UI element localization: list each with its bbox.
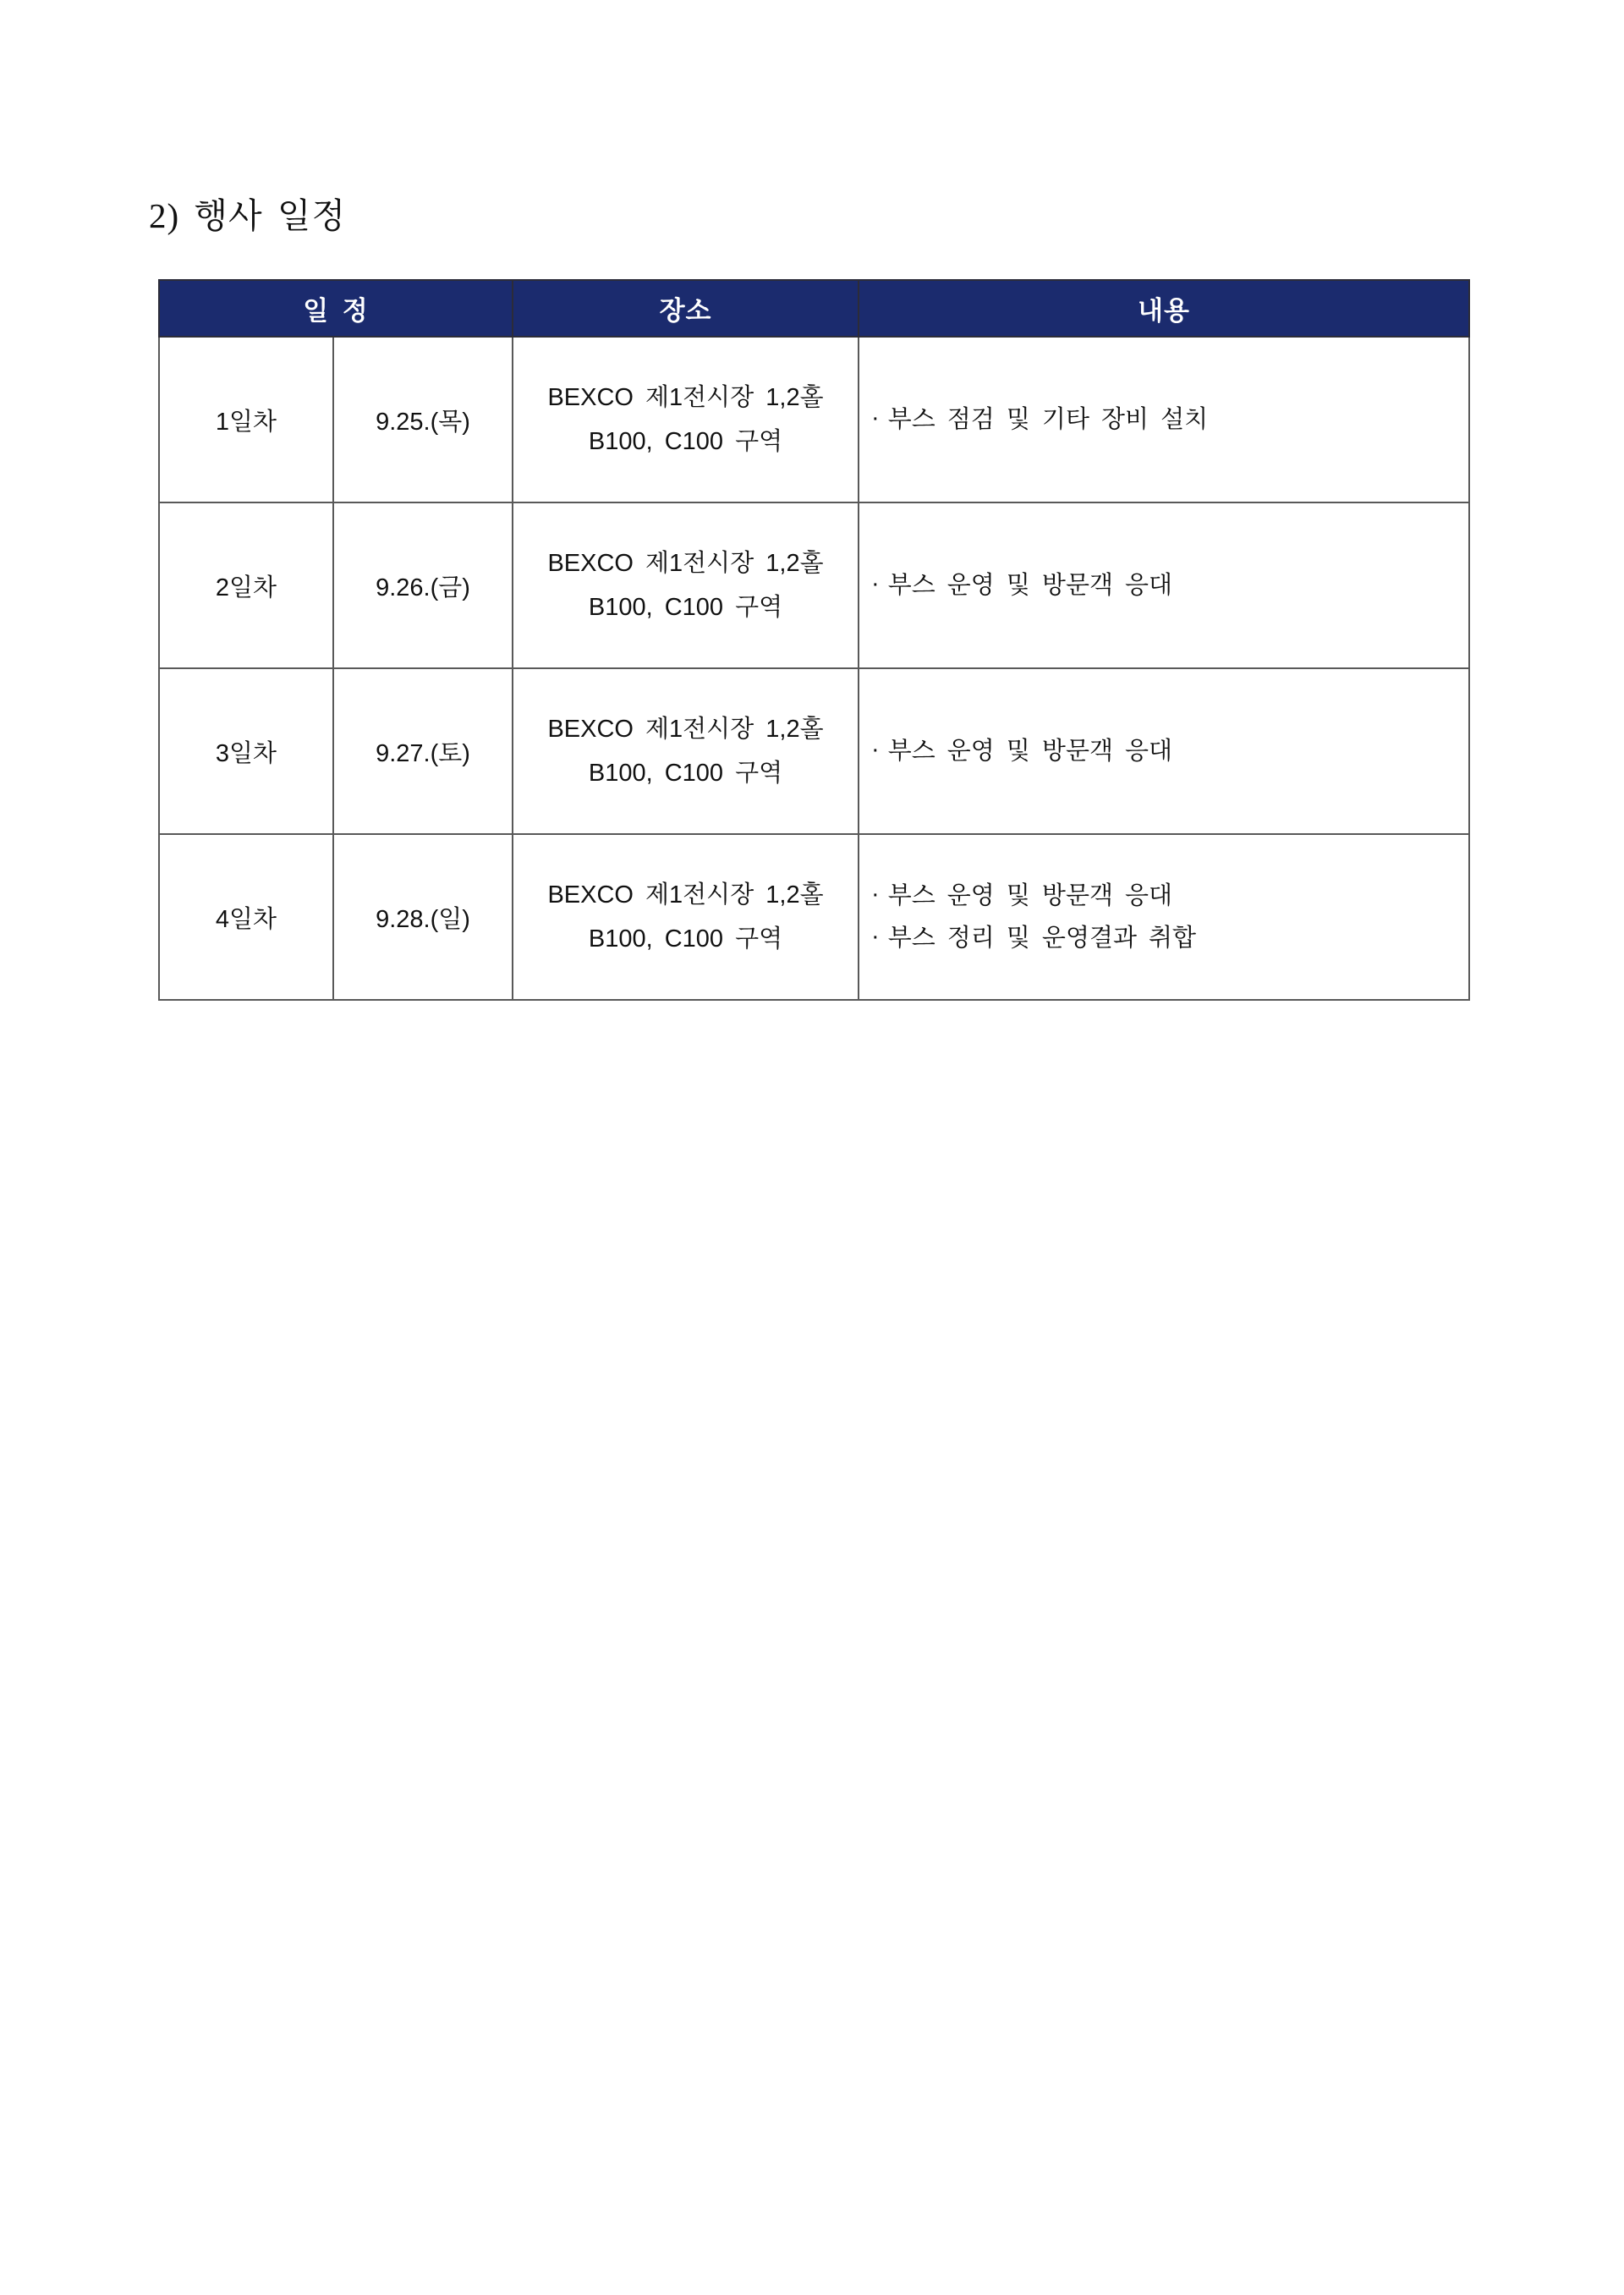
bullet-icon: · bbox=[871, 570, 880, 597]
content-cell bbox=[859, 668, 1469, 834]
content-cell bbox=[859, 502, 1469, 668]
location-line: B100, C100 구역 bbox=[588, 760, 783, 787]
event-schedule-table-wrap bbox=[158, 279, 1470, 1001]
event-schedule-table bbox=[158, 279, 1470, 1001]
content-cell bbox=[859, 337, 1469, 502]
date-cell: 9.25.(목) bbox=[333, 337, 513, 502]
bullet-icon: · bbox=[871, 923, 880, 950]
content-item-text: 부스 운영 및 방문객 응대 bbox=[887, 738, 1173, 765]
content-item-text: 부스 운영 및 방문객 응대 bbox=[887, 882, 1173, 909]
content-item bbox=[871, 398, 1460, 441]
day-cell: 2일차 bbox=[159, 502, 333, 668]
location-line: BEXCO 제1전시장 1,2홀 bbox=[547, 716, 824, 743]
date-cell: 9.27.(토) bbox=[333, 668, 513, 834]
table-row bbox=[159, 668, 1469, 834]
location-cell bbox=[513, 834, 859, 1000]
location-line: BEXCO 제1전시장 1,2홀 bbox=[547, 881, 824, 909]
day-cell: 3일차 bbox=[159, 668, 333, 834]
content-item-text: 부스 운영 및 방문객 응대 bbox=[887, 572, 1173, 599]
content-cell bbox=[859, 834, 1469, 1000]
table-row bbox=[159, 337, 1469, 502]
content-item bbox=[871, 564, 1460, 607]
table-row bbox=[159, 834, 1469, 1000]
location-line: BEXCO 제1전시장 1,2홀 bbox=[547, 384, 824, 411]
location-cell bbox=[513, 337, 859, 502]
section-title: 2) 행사 일정 bbox=[149, 196, 347, 235]
header-cell-schedule: 일 정 bbox=[159, 280, 513, 337]
table-header-row bbox=[159, 280, 1469, 337]
bullet-icon: · bbox=[871, 881, 880, 908]
header-cell-content: 내용 bbox=[859, 280, 1469, 337]
bullet-icon: · bbox=[871, 736, 880, 763]
location-line: BEXCO 제1전시장 1,2홀 bbox=[547, 550, 824, 577]
location-cell bbox=[513, 502, 859, 668]
date-cell: 9.26.(금) bbox=[333, 502, 513, 668]
location-cell bbox=[513, 668, 859, 834]
location-line: B100, C100 구역 bbox=[588, 925, 783, 953]
bullet-icon: · bbox=[871, 404, 880, 431]
content-item bbox=[871, 875, 1460, 917]
table-row bbox=[159, 502, 1469, 668]
day-cell: 4일차 bbox=[159, 834, 333, 1000]
content-item-text: 부스 정리 및 운영결과 취합 bbox=[887, 925, 1197, 952]
date-cell: 9.28.(일) bbox=[333, 834, 513, 1000]
location-line: B100, C100 구역 bbox=[588, 594, 783, 621]
content-item-text: 부스 점검 및 기타 장비 설치 bbox=[887, 406, 1209, 433]
day-cell: 1일차 bbox=[159, 337, 333, 502]
content-item bbox=[871, 917, 1460, 959]
content-item bbox=[871, 730, 1460, 772]
header-cell-location: 장소 bbox=[513, 280, 859, 337]
location-line: B100, C100 구역 bbox=[588, 428, 783, 455]
